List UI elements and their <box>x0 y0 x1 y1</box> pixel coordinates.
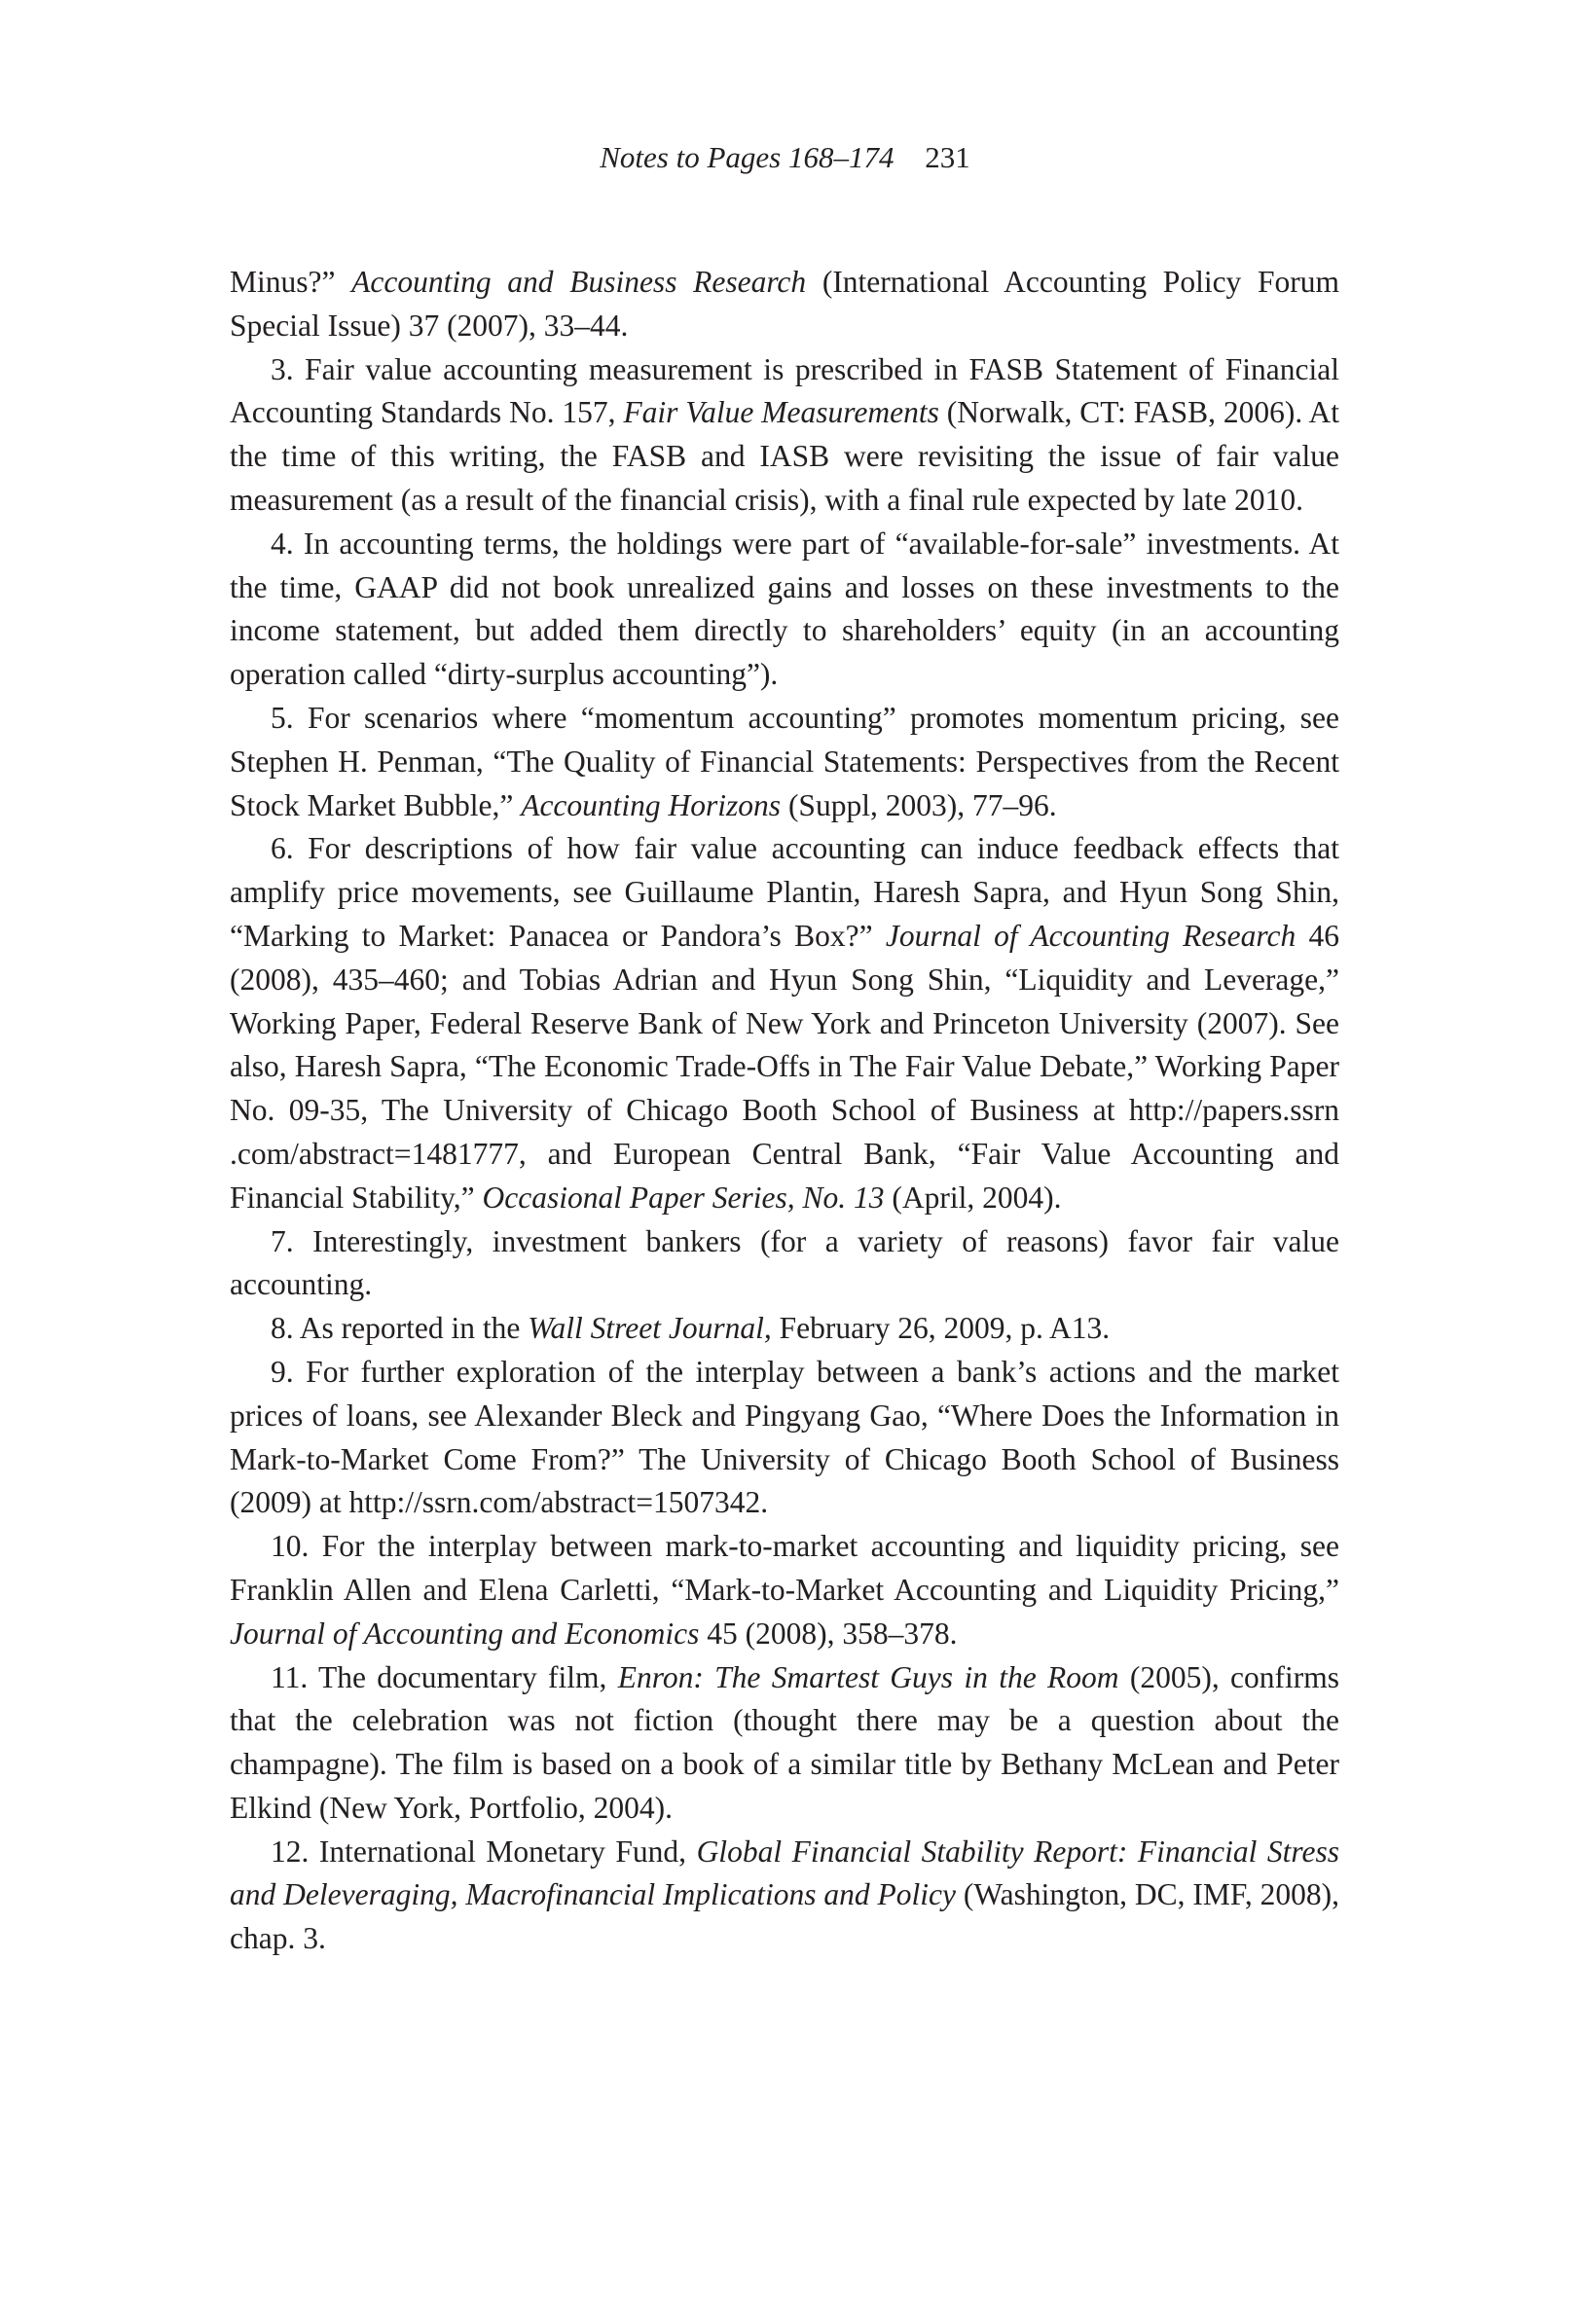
note-text: (Norwalk, CT: FASB, 2006). At the time of this writing, the FASB and IASB were revisiting the issue of fair value measurement (as a result of the financial crisis), with a final rule expected by late 2010. <box>230 395 1339 517</box>
page-header <box>0 138 1570 177</box>
endnote-6 <box>230 827 1339 1219</box>
running-head: Notes to Pages 168–174 <box>600 140 895 174</box>
note-text: (International Accounting Policy Forum Special Issue) 37 (2007), 33–44. <box>230 265 1339 343</box>
note-number: 4. <box>271 526 294 561</box>
note-text: 45 (2008), 358–378. <box>699 1616 958 1651</box>
note-number: 10. <box>271 1529 310 1564</box>
journal-title: Journal of Accounting and Economics <box>230 1616 700 1651</box>
note-text: As reported in the <box>299 1311 529 1346</box>
endnote-continued <box>230 261 1339 348</box>
endnote-4 <box>230 523 1339 697</box>
series-title: Occasional Paper Series, No. 13 <box>482 1180 885 1215</box>
note-text: Interestingly, investment bankers (for a variety of reasons) favor fair value accounting. <box>230 1223 1340 1302</box>
note-number: 12. <box>271 1834 310 1869</box>
endnote-10 <box>230 1525 1339 1655</box>
note-number: 3. <box>271 351 294 386</box>
note-number: 6. <box>271 831 294 866</box>
note-number: 9. <box>271 1354 294 1389</box>
note-text: Minus?” <box>230 265 352 299</box>
endnote-9 <box>230 1351 1339 1525</box>
journal-title: Accounting Horizons <box>521 787 782 822</box>
note-text: (2005), confirms that the celebration was not fiction (thought there may be a question about the champagne). The film is based on a book of a similar title by Bethany McLean and Peter Elkind (New York, Portfolio, 2004). <box>230 1659 1339 1825</box>
note-text: The documentary film, <box>317 1659 618 1694</box>
endnote-3 <box>230 348 1339 523</box>
note-text: 46 (2008), 435–460; and Tobias Adrian and Hyun Song Shin, “Liquidity and Leverage,” Working Paper, Federal Reserve Bank of New York and Princeton University (2007). See also, Haresh Sapra, “The Economic Trade-Offs in The Fair Value Debate,” Working Paper No. 09-35, The University of Chicago Booth School of Business at http://papers.ssrn .com/abstract=1481777, and European Central Bank, “Fair Value Accounting and Financial Stability,” <box>230 918 1340 1215</box>
note-number: 5. <box>271 700 294 735</box>
note-text: For scenarios where “momentum accounting” promotes momentum pricing, see Stephen H. Penman, “The Quality of Financial Statements: Perspectives from the Recent Stock Market Bubble,” <box>230 700 1339 822</box>
note-text: February 26, 2009, p. A13. <box>771 1311 1111 1346</box>
endnote-7 <box>230 1220 1339 1308</box>
endnote-12 <box>230 1831 1339 1961</box>
endnote-5 <box>230 697 1339 827</box>
endnote-8 <box>230 1307 1339 1351</box>
film-title: Enron: The Smartest Guys in the Room <box>617 1659 1119 1694</box>
journal-title: Accounting and Business Research <box>351 265 807 299</box>
note-text: International Monetary Fund, <box>318 1834 697 1869</box>
newspaper-title: Wall Street Journal, <box>528 1311 772 1346</box>
endnote-11 <box>230 1656 1339 1831</box>
endnotes-list <box>230 261 1339 1961</box>
note-number: 7. <box>271 1223 294 1258</box>
note-number: 11. <box>271 1659 309 1694</box>
publication-title: Fair Value Measurements <box>623 395 939 430</box>
note-text: For further exploration of the interplay between a bank’s actions and the market prices of loans, see Alexander Bleck and Pingyang Gao, “Where Does the Information in Mark-to-Market Come From?” The University of Chicago Booth School of Business (2009) at http://ssrn.com/abstract=1507342. <box>230 1354 1339 1520</box>
report-title: Global Financial Stability Report: Financial Stress and Deleveraging, Macrofinancial Implications and Policy <box>230 1834 1339 1912</box>
note-text: Fair value accounting measurement is prescribed in FASB Statement of Financial Accounting Standards No. 157, <box>230 351 1340 430</box>
note-number: 8. <box>271 1311 294 1346</box>
note-text: For the interplay between mark-to-market accounting and liquidity pricing, see Franklin Allen and Elena Carletti, “Mark-to-Market Accounting and Liquidity Pricing,” <box>230 1529 1339 1607</box>
note-text: In accounting terms, the holdings were part of “available-for-sale” investments. At the time, GAAP did not book unrealized gains and losses on these investments to the income statement, but added them directly to shareholders’ equity (in an accounting operation called “dirty-surplus accounting”). <box>230 526 1339 692</box>
note-text: (April, 2004). <box>884 1180 1062 1215</box>
note-text: (Suppl, 2003), 77–96. <box>781 787 1057 822</box>
page-number: 231 <box>925 140 970 174</box>
journal-title: Journal of Accounting Research <box>885 918 1296 953</box>
note-text: (Washington, DC, IMF, 2008), chap. 3. <box>230 1877 1339 1956</box>
note-text: For descriptions of how fair value accounting can induce feedback effects that amplify price movements, see Guillaume Plantin, Haresh Sapra, and Hyun Song Shin, “Marking to Market: Panacea or Pandora’s Box?” <box>230 831 1339 953</box>
